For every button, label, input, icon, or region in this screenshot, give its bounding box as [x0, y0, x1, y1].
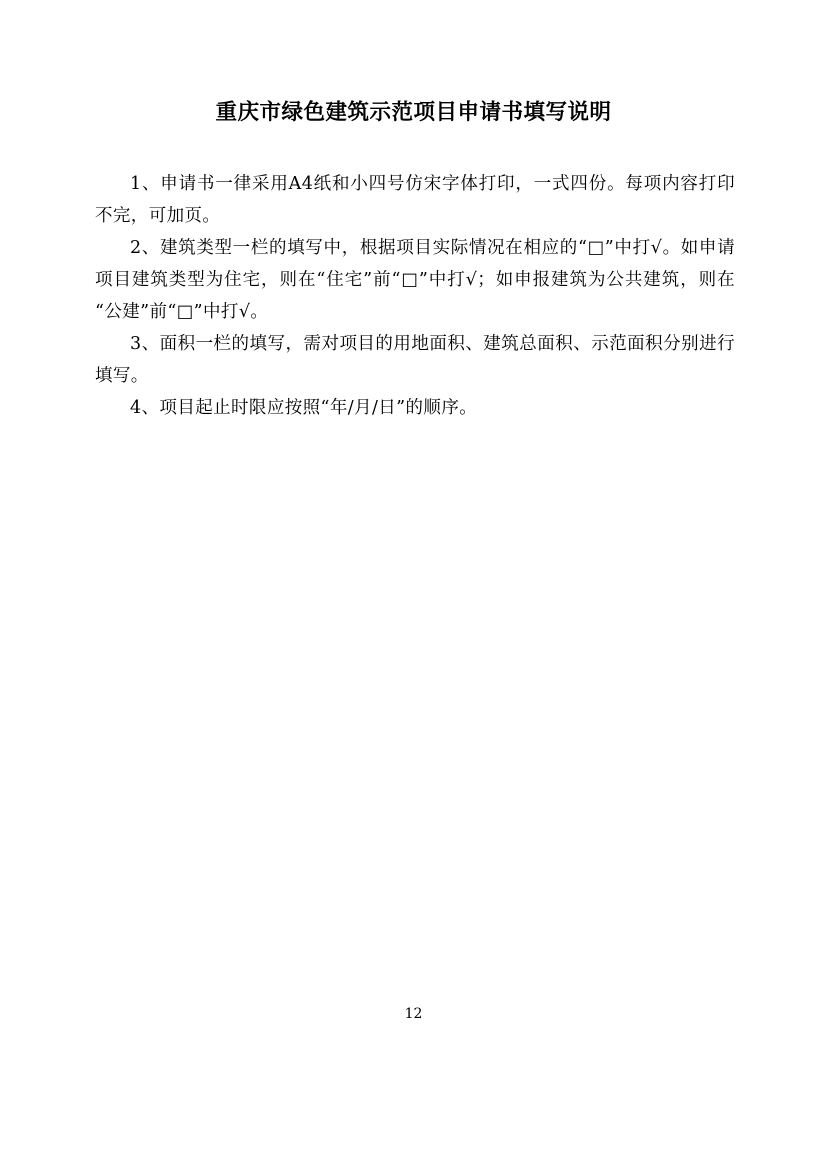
paragraph-4: 4、项目起止时限应按照“年/月/日”的顺序。	[130, 398, 478, 418]
paragraph-1: 1、申请书一律采用A4纸和小四号仿宋字体打印，一式四份。每项内容打印不完，可加页。	[95, 174, 735, 226]
page-title: 重庆市绿色建筑示范项目申请书填写说明	[215, 100, 612, 125]
document-body	[95, 168, 735, 424]
paragraph-2: 2、建筑类型一栏的填写中，根据项目实际情况在相应的“□”中打√。如申请项目建筑类型为住宅，则在“住宅”前“□”中打√；如申报建筑为公共建筑，则在“公建”前“□”中打√。	[95, 238, 735, 322]
page-number: 12	[404, 1006, 423, 1022]
paragraph-3: 3、面积一栏的填写，需对项目的用地面积、建筑总面积、示范面积分别进行填写。	[95, 334, 735, 386]
